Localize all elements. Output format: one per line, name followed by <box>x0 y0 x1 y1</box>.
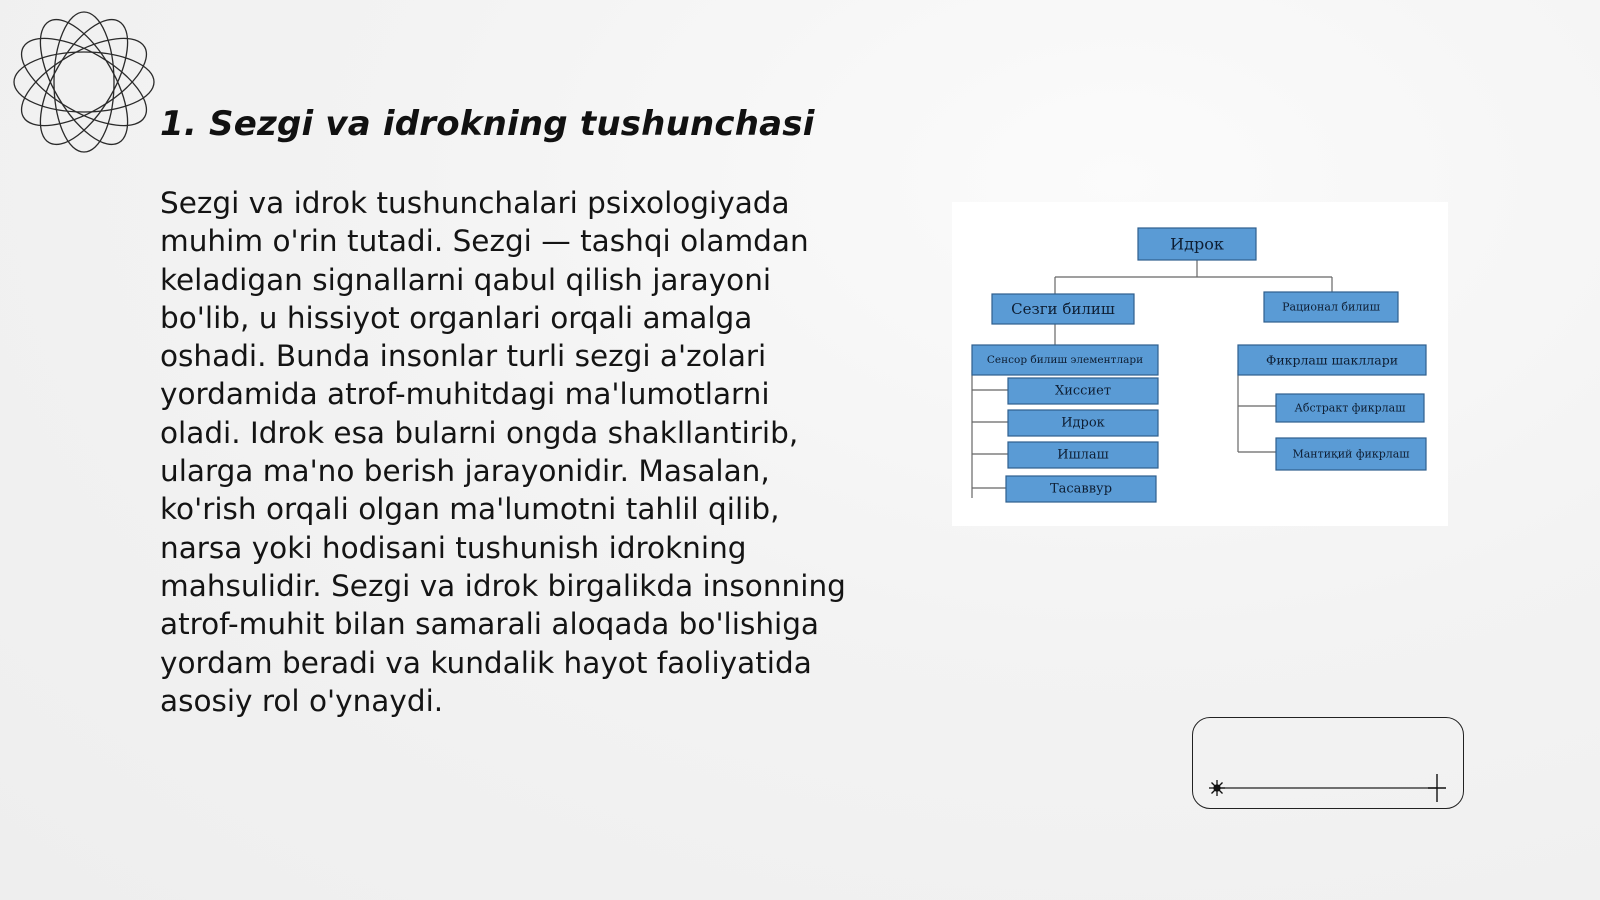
diagram-node-right-group <box>1238 345 1426 375</box>
perception-hierarchy-diagram <box>952 202 1448 526</box>
node-label: Рационал билиш <box>1282 300 1380 314</box>
diagram-node-right-item <box>1276 438 1426 470</box>
node-label: Сезги билиш <box>1011 300 1115 318</box>
node-label: Идрок <box>1170 234 1224 254</box>
node-label: Абстракт фикрлаш <box>1294 401 1406 415</box>
node-label: Мантиқий фикрлаш <box>1292 447 1410 461</box>
starburst-icon <box>1209 780 1225 796</box>
slide-body-text: Sezgi va idrok tushunchalari psixologiyada muhim o'rin tutadi. Sezgi — tashqi olamdan keladigan signallarni qabul qilish jarayoni bo'lib, u hissiyot organlari orqali amalga oshadi. Bunda insonlar turli sezgi a'zolari yordamida atrof-muhitdagi ma'lumotlarni oladi. Idrok esa bularni ongda shakllantirib, ularga ma'no berish jarayonidir. Masalan, ko'rish orqali olgan ma'lumotni tahlil qilib, narsa yoki hodisani tushunish idrokning mahsulidir. Sezgi va idrok birgalikda insonning atrof-muhit bilan samarali aloqada bo'lishiga yordam beradi va kundalik hayot faoliyatida asosiy rol o'ynaydi. <box>160 186 846 718</box>
diagram-node-left-item <box>1006 476 1156 502</box>
node-label: Идрок <box>1061 415 1105 431</box>
slide-title: 1. Sezgi va idrokning tushunchasi <box>160 104 815 144</box>
decorative-line-card <box>1192 717 1464 809</box>
node-label: Фикрлаш шакллари <box>1265 352 1399 368</box>
diagram-node-right-branch <box>1264 292 1398 322</box>
diagram-node-left-item <box>1008 378 1158 404</box>
diagram-node-right-item <box>1276 394 1424 422</box>
diagram-node-left-group <box>972 345 1158 375</box>
sparkle-star-icon <box>1428 774 1446 802</box>
spirograph-ornament-icon <box>10 8 158 156</box>
node-label: Тасаввур <box>1049 481 1113 497</box>
node-label: Ишлаш <box>1057 447 1109 463</box>
node-label: Хиссиет <box>1054 383 1112 399</box>
node-label: Сенсор билиш элементлари <box>986 354 1144 366</box>
diagram-node-left-branch <box>992 294 1134 324</box>
diagram-node-root <box>1138 228 1256 260</box>
decorative-line-with-stars <box>1193 718 1465 810</box>
diagram-node-left-item <box>1008 410 1158 436</box>
diagram-node-left-item <box>1008 442 1158 468</box>
